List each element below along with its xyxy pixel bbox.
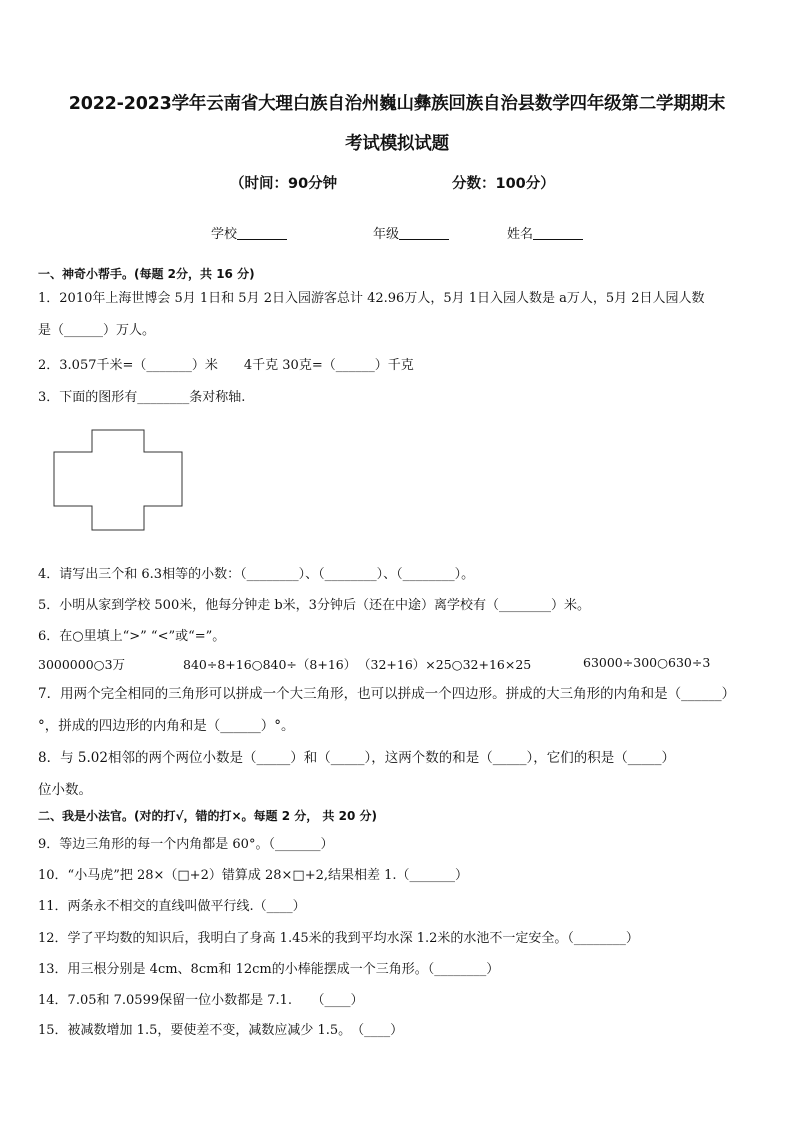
school-field	[211, 223, 287, 242]
section1-heading: 一、神奇小帮手。(每题 2分，共 16 分)	[38, 267, 255, 281]
question-5: 5．小明从家到学校 500米，他每分钟走 b米，3分钟后（还在中途）离学校有（________）米。	[38, 598, 590, 613]
question-12: 12．学了平均数的知识后，我明白了身高 1.45米的我到平均水深 1.2米的水池不一定安全。（________）	[38, 931, 639, 946]
name-field	[507, 223, 583, 242]
time-score-line	[0, 172, 794, 194]
cross-shape-outline	[54, 430, 182, 530]
question-8-line2: 位小数。	[38, 782, 92, 798]
question-6-item-1: 3000000○3万	[38, 657, 126, 672]
student-info-line	[0, 223, 794, 243]
question-10: 10．“小马虎”把 28×（□+2）错算成 28×□+2,结果相差 1.（_______）	[38, 868, 469, 883]
question-6-item-3: （32+16）×25○32+16×25	[358, 657, 532, 672]
question-14: 14．7.05和 7.0599保留一位小数都是 7.1. （____）	[38, 993, 364, 1008]
question-1	[38, 283, 754, 347]
question-7-line2: °，拼成的四边形的内角和是（______）°。	[38, 718, 295, 734]
question-6-item-2: 840÷8+16○840÷（8+16）	[183, 657, 357, 672]
question-15: 15．被减数增加 1.5，要使差不变，减数应减少 1.5。 （____）	[38, 1023, 404, 1038]
school-blank	[237, 227, 287, 240]
question-6-items	[0, 655, 794, 673]
question-1-line1: 1．2010年上海世博会 5月 1日和 5月 2日入园游客总计 42.96万人，5月 1日入园人数是 a万人，5月 2日人园人数	[38, 291, 705, 306]
cross-shape-figure	[52, 429, 184, 533]
name-label: 姓名	[507, 227, 534, 242]
exam-time: （时间：90分钟	[230, 176, 338, 192]
question-9: 9．等边三角形的每一个内角都是 60°。（_______）	[38, 837, 334, 852]
grade-field	[373, 223, 449, 242]
exam-title-line2: 考试模拟试题	[345, 134, 449, 154]
question-8	[38, 742, 754, 806]
name-blank	[533, 227, 583, 240]
section2-heading: 二、我是小法官。(对的打√，错的打×。每题 2 分， 共 20 分)	[38, 809, 377, 823]
question-3: 3．下面的图形有________条对称轴.	[38, 390, 246, 405]
question-13: 13．用三根分别是 4cm、8cm和 12cm的小棒能摆成一个三角形。（________）	[38, 962, 500, 977]
question-1-line2: 是（______）万人。	[38, 323, 156, 338]
question-8-line1: 8．与 5.02相邻的两个两位小数是（_____）和（_____），这两个数的和是（_____），它们的积是（_____）	[38, 750, 675, 766]
school-label: 学校	[211, 227, 238, 242]
question-2: 2．3.057千米=（_______）米 4千克 30克=（______）千克	[38, 358, 414, 373]
question-7	[38, 678, 754, 742]
exam-score: 分数：100分）	[452, 176, 555, 192]
exam-title-line1: 2022-2023学年云南省大理白族自治州巍山彝族回族自治县数学四年级第二学期期末	[68, 94, 726, 114]
question-6: 6．在○里填上“>” “<”或“=”。	[38, 629, 226, 644]
question-7-line1: 7．用两个完全相同的三角形可以拼成一个大三角形，也可以拼成一个四边形。拼成的大三角形的内角和是（______）	[38, 686, 736, 702]
question-6-item-4: 63000÷300○630÷3	[583, 655, 711, 670]
grade-label: 年级	[373, 227, 400, 242]
grade-blank	[399, 227, 449, 240]
question-11: 11．两条永不相交的直线叫做平行线.（____）	[38, 899, 306, 914]
question-4: 4．请写出三个和 6.3相等的小数：（________）、（________）、（________）。	[38, 567, 475, 582]
